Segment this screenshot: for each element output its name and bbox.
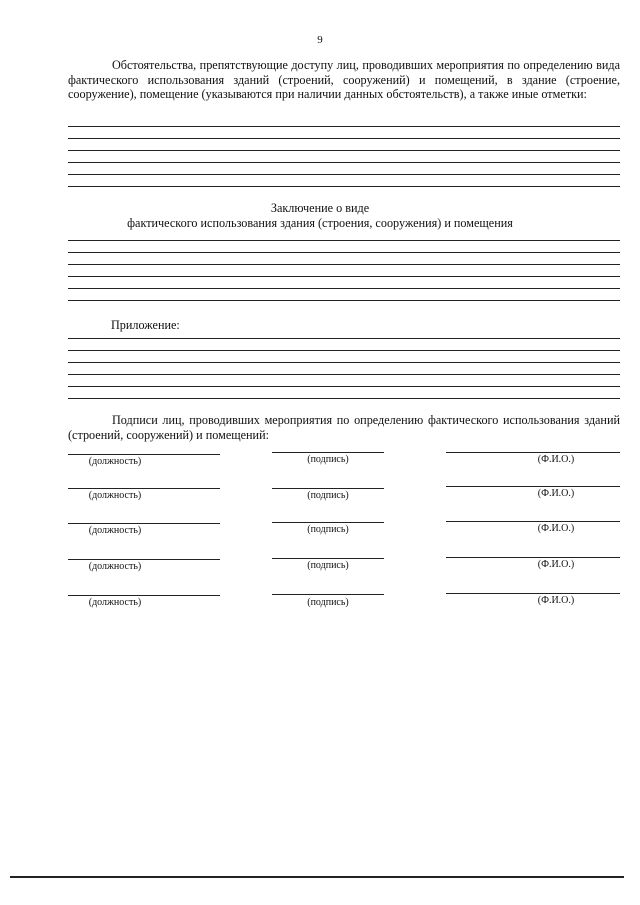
blank-line — [68, 386, 620, 387]
obstacles-paragraph: Обстоятельства, препятствующие доступу лиц, проводивших мероприятия по определению вида фактического использования зданий (строений, сооружений) и помещений, в здание (строение, сооружение), помещение (указываются при наличии данных обстоятельств), а также иные отметки: — [68, 58, 620, 101]
signature-line — [272, 488, 384, 489]
position-caption: (должность) — [88, 525, 142, 536]
name-line — [446, 486, 620, 487]
name-line — [446, 593, 620, 594]
name-line — [446, 521, 620, 522]
blank-line — [68, 300, 620, 301]
blank-line — [68, 174, 620, 175]
name-caption: (Ф.И.О.) — [537, 523, 575, 534]
conclusion-heading-line2: фактического использования здания (строения, сооружения) и помещения — [127, 216, 513, 230]
position-caption: (должность) — [88, 597, 142, 608]
name-caption: (Ф.И.О.) — [537, 595, 575, 606]
blank-line — [68, 252, 620, 253]
position-caption: (должность) — [88, 561, 142, 572]
position-line — [68, 523, 220, 524]
conclusion-heading-line1: Заключение о виде — [270, 201, 370, 215]
signature-caption: (подпись) — [307, 524, 349, 535]
appendix-label: Приложение: — [111, 318, 180, 332]
signature-line — [272, 558, 384, 559]
signature-caption: (подпись) — [307, 560, 349, 571]
blank-line — [68, 264, 620, 265]
blank-line — [68, 374, 620, 375]
signature-line — [272, 522, 384, 523]
position-line — [68, 454, 220, 455]
page-number: 9 — [317, 34, 323, 46]
name-line — [446, 452, 620, 453]
blank-line — [68, 276, 620, 277]
blank-line — [68, 126, 620, 127]
blank-line — [68, 240, 620, 241]
name-caption: (Ф.И.О.) — [537, 488, 575, 499]
blank-line — [68, 150, 620, 151]
position-line — [68, 488, 220, 489]
signature-caption: (подпись) — [307, 490, 349, 501]
signature-line — [272, 594, 384, 595]
position-line — [68, 559, 220, 560]
position-caption: (должность) — [88, 456, 142, 467]
blank-line — [68, 350, 620, 351]
name-caption: (Ф.И.О.) — [537, 454, 575, 465]
blank-line — [68, 138, 620, 139]
signature-caption: (подпись) — [307, 454, 349, 465]
signers-paragraph: Подписи лиц, проводивших мероприятия по определению фактического использования зданий (строений, сооружений) и помещений: — [68, 413, 620, 442]
name-caption: (Ф.И.О.) — [537, 559, 575, 570]
blank-line — [68, 338, 620, 339]
position-line — [68, 595, 220, 596]
signature-line — [272, 452, 384, 453]
blank-line — [68, 398, 620, 399]
blank-line — [68, 362, 620, 363]
blank-line — [68, 162, 620, 163]
position-caption: (должность) — [88, 490, 142, 501]
blank-line — [68, 288, 620, 289]
signature-caption: (подпись) — [307, 597, 349, 608]
blank-line — [68, 186, 620, 187]
bottom-rule — [10, 876, 624, 878]
name-line — [446, 557, 620, 558]
